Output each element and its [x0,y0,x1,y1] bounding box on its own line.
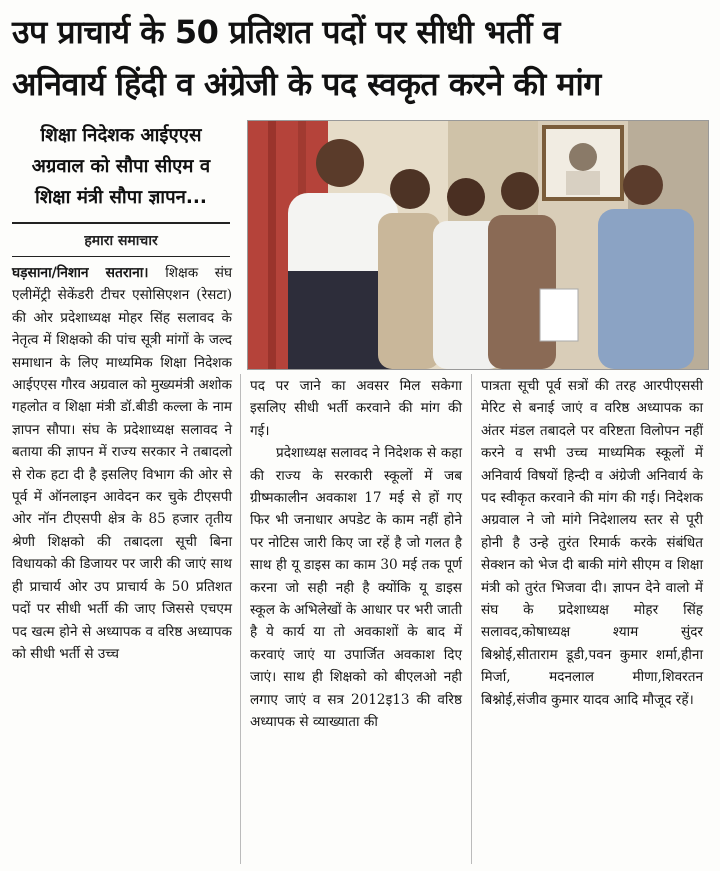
byline-divider [12,256,230,257]
column-separator-2 [471,374,472,864]
byline: हमारा समाचार [84,233,158,249]
column-3-text: पात्रता सूची पूर्व सत्रों की तरह आरपीएससी मेरिट से बनाई जाएं व वरिष्ठ अध्यापक का अंतर मंडल तबादले पर वरिष्टता विलोपन नहीं करने व सभी उच्च माध्यमिक स्कूलों में अनिवार्य विषयों हिन्दी व अंग्रेजी अनिवार्य के पद स्वीकृत करवाने की मांग की गई। निदेशक अग्रवाल ने जो मांगे निदेशालय स्तर से पूरी होनी है उन्हे तुरंत रिमार्क करके संबंधित सेक्शन को भेज दी बाकी मांगे सीएम व शिक्षा मंत्री को तुरंत भिजवा दी। ज्ञापन देने वालो में संघ के प्रदेशाध्यक्ष मोहर सिंह सलावद,कोषाध्यक्ष श्याम सुंदर बिश्नोई,सीताराम डूडी,पवन कुमार शर्मा,हीना मिर्जा, मदनलाल मीणा,शिवरतन बिश्नोई,संजीव कुमार यादव आदि मौजूद रहें। [481,378,703,708]
article-column-1 [12,262,232,665]
news-photo [247,120,709,370]
subheadline-line-3: शिक्षा मंत्री सौपा ज्ञापन... [35,187,207,208]
article-column-2 [250,375,462,734]
subhead-divider [12,222,230,224]
column-separator-1 [240,374,241,864]
headline [12,6,712,110]
article-column-3 [481,375,703,711]
subheadline-line-2: अग्रवाल को सौपा सीएम व [31,156,211,177]
column-1-text: शिक्षक संघ एलीमेंट्री सेकेंडरी टीचर एसोसिएशन (रेसटा) की ओर प्रदेशाध्यक्ष मोहर सिंह सलावद के नेतृत्व में शिक्षको की पांच सूत्री मांगों के जल्द समाधान के लिए माध्यमिक शिक्षा निदेशक आईएएस गौरव अग्रवाल को मुख्यमंत्री अशोक गहलोत व शिक्षा मंत्री डॉ.बीडी कल्ला के नाम ज्ञापन सौपा। संघ के प्रदेशाध्यक्ष सलावद ने बताया की ज्ञापन में राज्य सरकार ने तबादलो से रोक हटा दी है इसलिए विभाग की ओर से पूर्व में ऑनलाइन आवेदन कर चुके टीएसपी ओर नॉन टीएसपी क्षेत्र के 85 हजार तृतीय श्रेणी शिक्षको की तबादला सूची बिना विधायको की डिजायर पर जारी की जाएं साथ ही प्राचार्य ओर उप प्राचार्य के 50 प्रतिशत पदों पर सीधी भर्ती की जाए जिससे एचएम पद खत्म होने से अध्यापक व वरिष्ठ अध्यापक को सीधी भर्ती से उच्च [12,265,233,662]
column-2-paragraph-1: पद पर जाने का अवसर मिल सकेगा इसलिए सीधी भर्ती करवाने की मांग की गई। [250,378,462,439]
headline-line-2: अनिवार्य हिंदी व अंग्रेजी के पद स्वकृत करने की मांग [12,65,601,103]
subheadline [12,120,230,213]
column-2-paragraph-2: प्रदेशाध्यक्ष सलावद ने निदेशक से कहा की राज्य के सरकारी स्कूलों में जब ग्रीष्मकालीन अवकाश 17 मई से हों गए फिर भी जनाधार अपडेट के काम नहीं होने पर नोटिस जारी किए जा रहें है जो गलत है साथ ही यू डाइस का काम 30 मई तक पूर्ण करना जो सही नही है क्योंकि यू डाइस स्कूल के अभिलेखों के आधार पर भरी जाती है ये कार्य या तो अवकाशों के बाद में करवाएं जाएं या उपार्जित अवकाश दिए जाएं। साथ ही शिक्षको को बीएलओ नही लगाए जाएं व सत्र 2012इ13 की वरिष्ठ अध्यापक से व्याख्याता की [250,445,462,731]
dateline: घड़साना/निशान सतराना। [12,265,149,281]
subheadline-line-1: शिक्षा निदेशक आईएएस [40,125,202,146]
headline-line-1: उप प्राचार्य के 50 प्रतिशत पदों पर सीधी भर्ती व [12,13,560,51]
